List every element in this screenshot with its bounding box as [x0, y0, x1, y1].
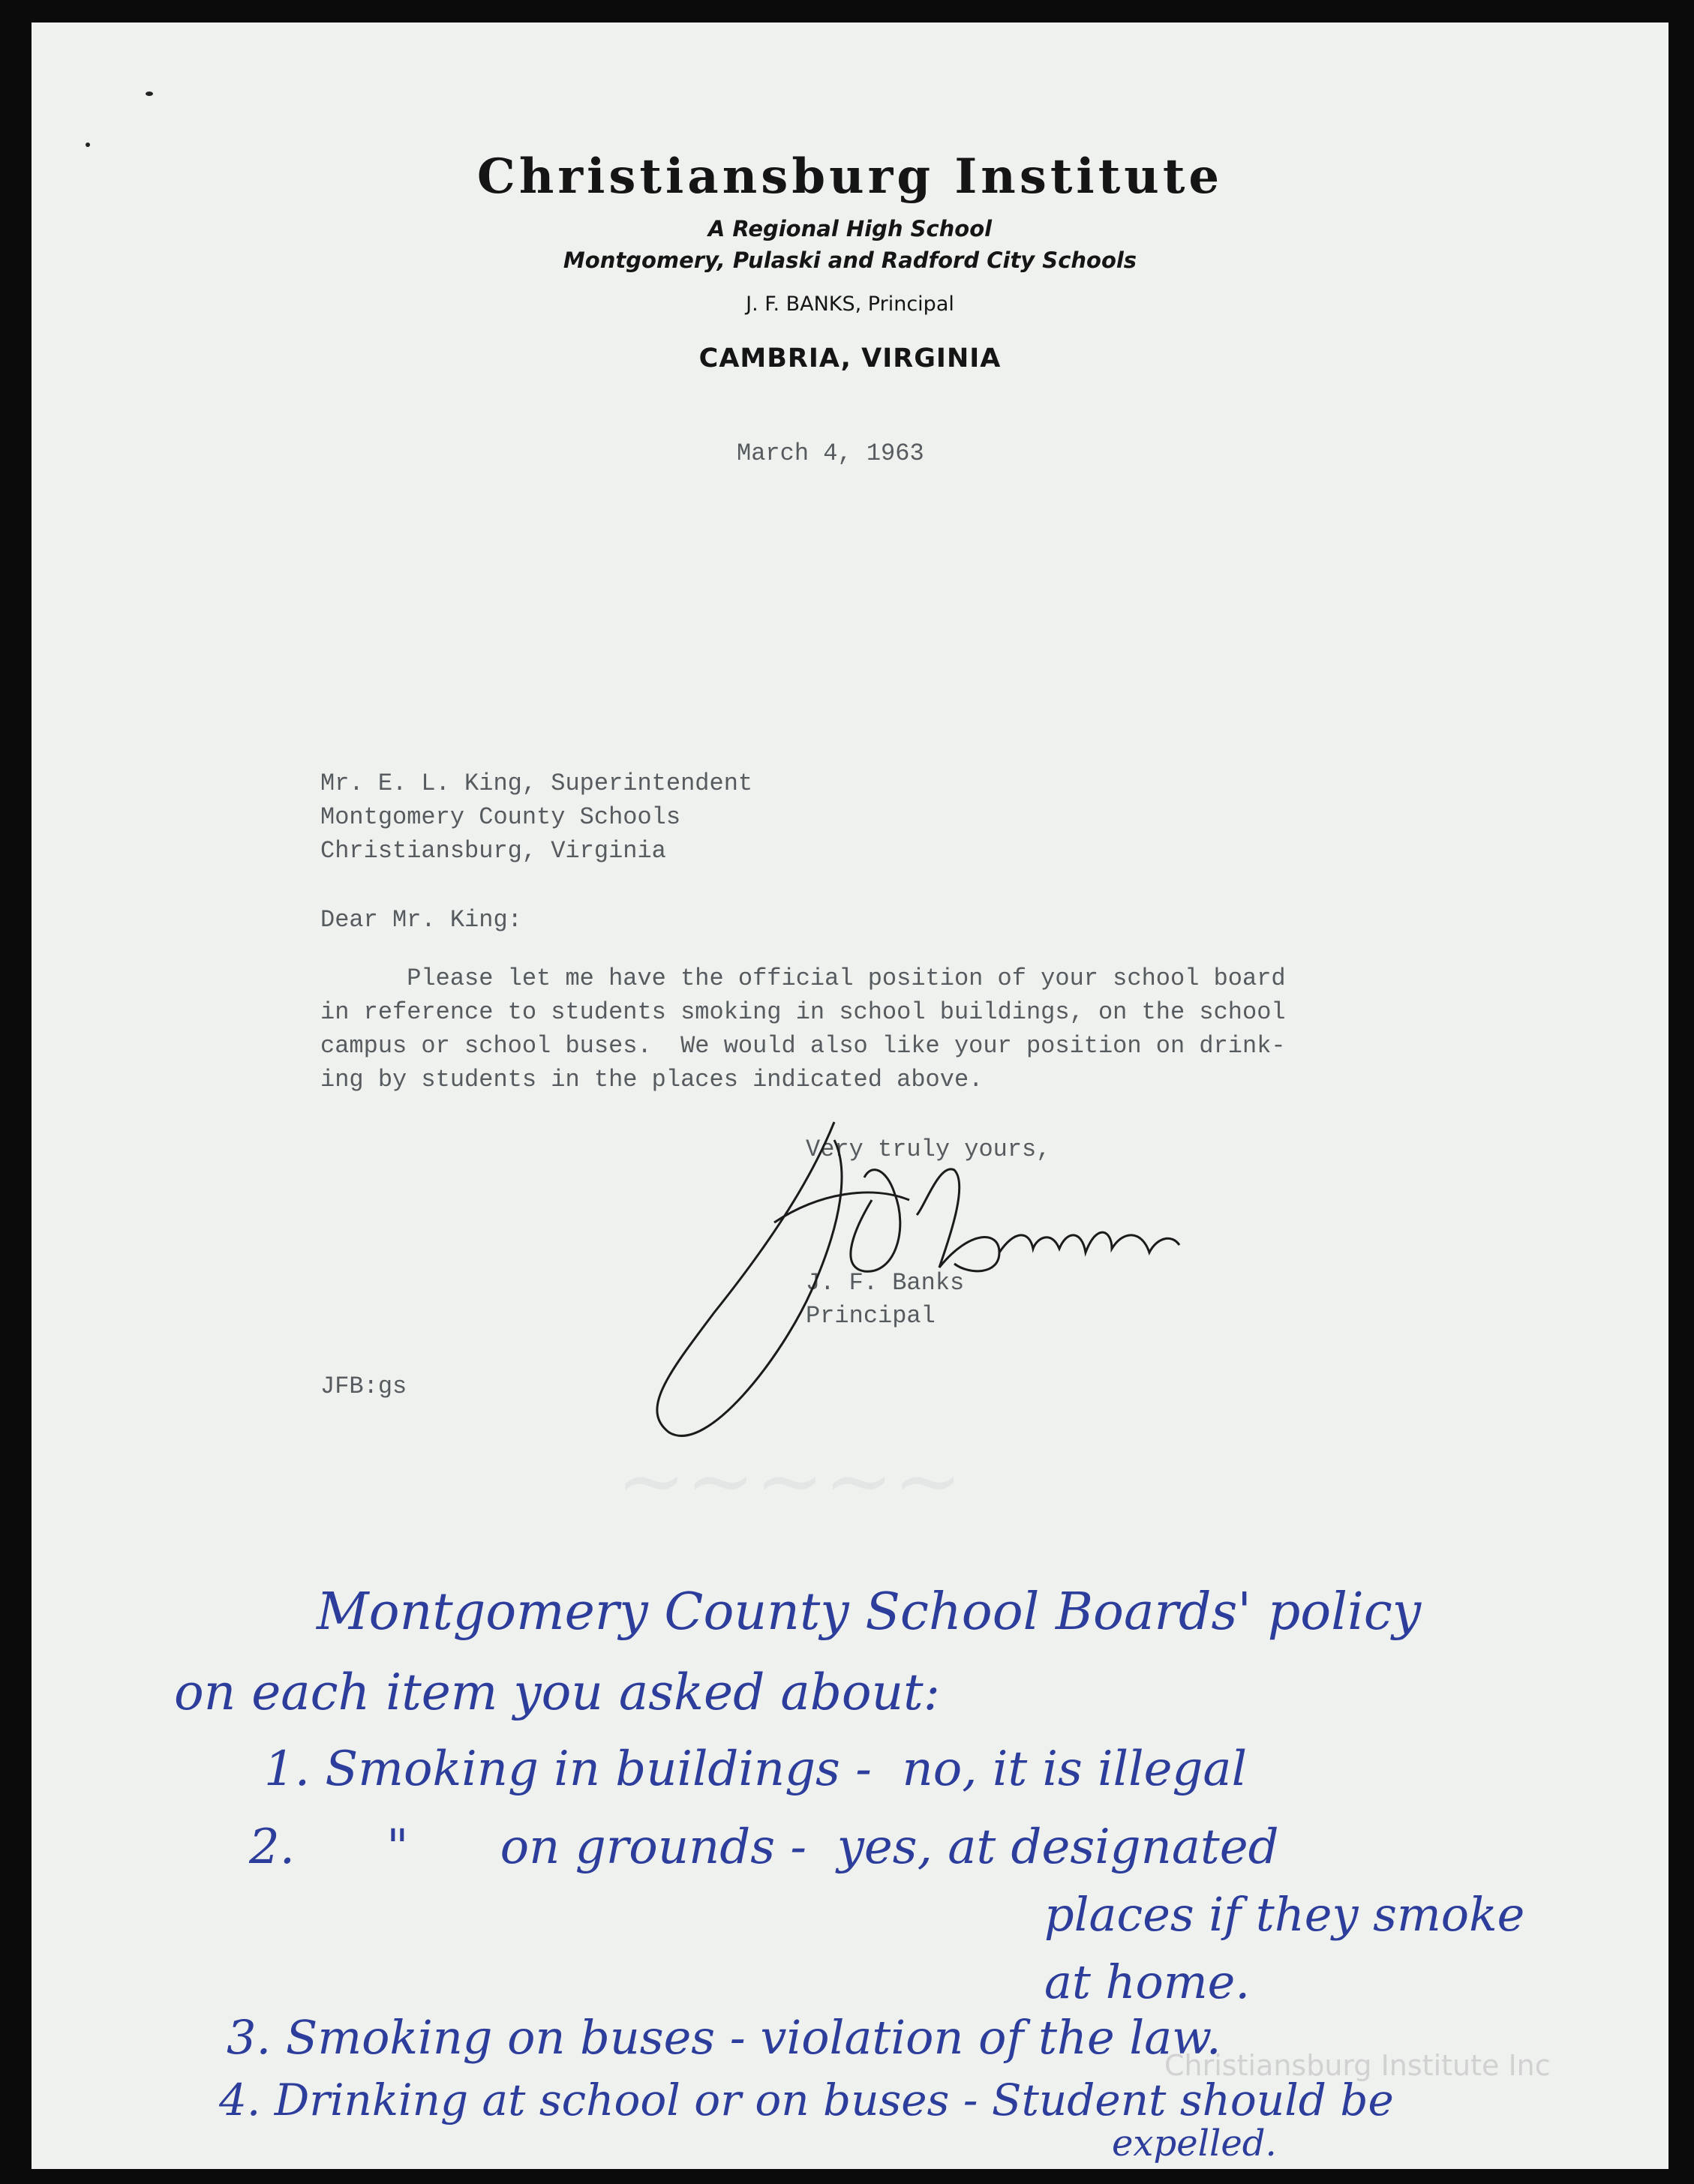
- letterhead-title: Christiansburg Institute: [476, 148, 1224, 205]
- paper-speck: [86, 142, 90, 147]
- handwritten-line: Montgomery County School Boards' policy: [317, 1582, 1422, 1642]
- handwritten-line: at home.: [1044, 1954, 1251, 2009]
- handwritten-line: places if they smoke: [1044, 1887, 1525, 1942]
- recipient-line: Montgomery County Schools: [320, 803, 681, 831]
- recipient-line: Christiansburg, Virginia: [320, 837, 666, 865]
- handwritten-line: 3. Smoking on buses - violation of the law.: [227, 2010, 1221, 2065]
- letter-body: [320, 962, 1446, 1096]
- watermark: Christiansburg Institute Inc: [1164, 2049, 1551, 2082]
- body-line: Please let me have the official position of your school board: [320, 964, 1286, 992]
- signature: [624, 1118, 1269, 1462]
- letter-page: [32, 22, 1668, 2169]
- letterhead-subtitle: A Regional High School: [707, 216, 993, 242]
- letterhead-districts: Montgomery, Pulaski and Radford City Schools: [563, 248, 1137, 273]
- handwritten-line: on each item you asked about:: [174, 1664, 940, 1721]
- salutation: Dear Mr. King:: [320, 906, 522, 934]
- bleed-through-mark: ~~~~~: [617, 1432, 963, 1528]
- letterhead-city: CAMBRIA, VIRGINIA: [698, 344, 1002, 374]
- signer-title: Principal: [806, 1302, 936, 1330]
- body-line: ing by students in the places indicated above.: [320, 1066, 984, 1094]
- signer-name: J. F. Banks: [806, 1269, 965, 1297]
- closing: Very truly yours,: [806, 1136, 1051, 1163]
- handwritten-line: 4. Drinking at school or on buses - Student should be: [219, 2074, 1394, 2126]
- body-line: in reference to students smoking in school buildings, on the school: [320, 998, 1286, 1026]
- body-line: campus or school buses. We would also like your position on drink-: [320, 1032, 1286, 1060]
- recipient-line: Mr. E. L. King, Superintendent: [320, 770, 753, 797]
- handwritten-line: expelled.: [1112, 2122, 1277, 2164]
- paper-speck: [146, 92, 153, 96]
- letter-date: March 4, 1963: [737, 440, 924, 467]
- reference-initials: JFB:gs: [320, 1372, 407, 1400]
- handwritten-line: 1. Smoking in buildings - no, it is illegal: [264, 1742, 1248, 1797]
- letterhead-principal: J. F. BANKS, Principal: [746, 292, 954, 316]
- handwritten-line: 2. " on grounds - yes, at designated: [249, 1820, 1279, 1875]
